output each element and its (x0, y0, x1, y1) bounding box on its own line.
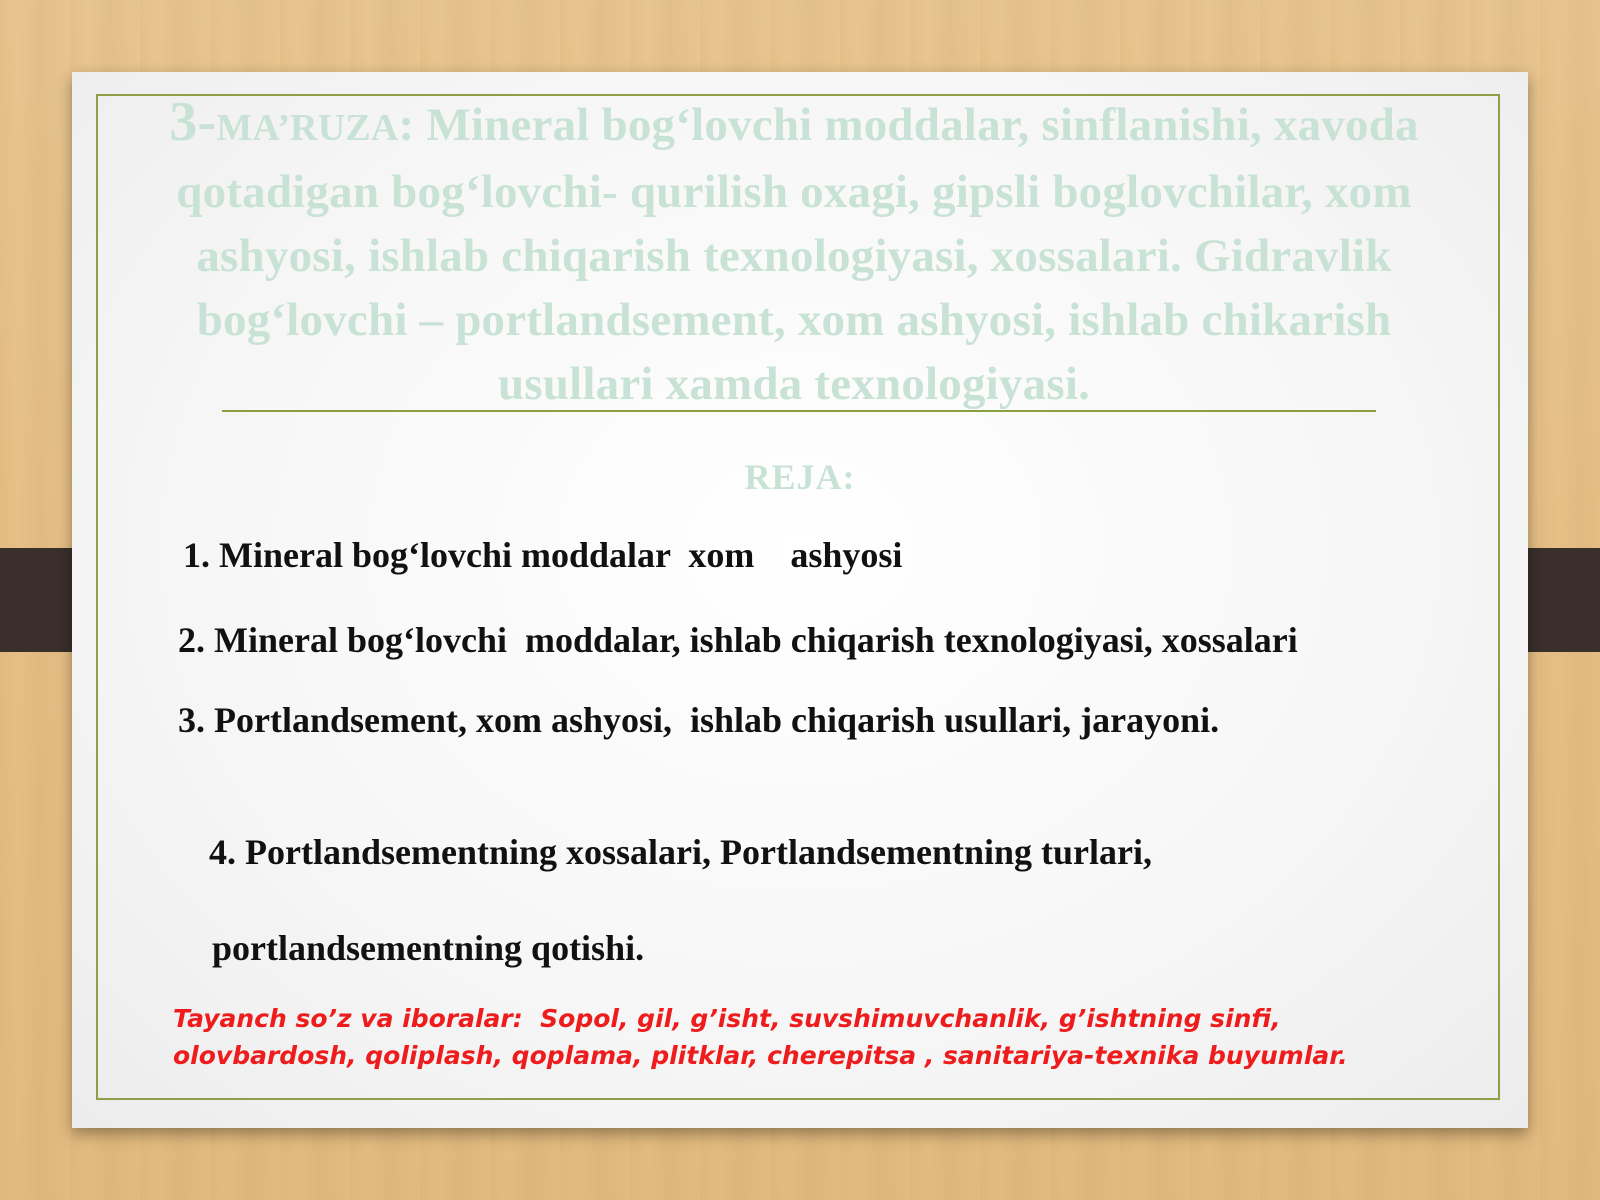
title-number: 3- (169, 91, 217, 153)
plan-heading: REJA: (744, 457, 856, 497)
slide-card (72, 72, 1528, 1128)
plan-item-3: 3. Portlandsement, xom ashyosi, ishlab chiqarish usullari, jarayoni. (178, 700, 1220, 740)
keywords-line-1: Tayanch so’z va iboralar: Sopol, gil, g’isht, suvshimuvchanlik, g’ishtning sinfi, (173, 1004, 1281, 1033)
title-label: MA’RUZA (216, 107, 399, 149)
title-underline (222, 410, 1376, 412)
slide-title (134, 90, 1454, 416)
plan-item-1: 1. Mineral bog‘lovchi moddalar xom ashyosi (183, 535, 903, 575)
plan-item-4-line2: portlandsementning qotishi. (212, 928, 645, 968)
keywords-line-2: olovbardosh, qoliplash, qoplama, plitklar, cherepitsa , sanitariya-texnika buyumlar. (173, 1041, 1348, 1070)
title-text: : Mineral bog‘lovchi moddalar, sinflanishi, xavoda qotadigan bog‘lovchi- qurilish oxagi, gipsli boglovchilar, xom ashyosi, ishlab chiqarish texnologiyasi, xossalari. Gidravlik bog‘lovchi – portlandsement, xom ashyosi, ishlab chikarish usullari xamda texnologiyasi. (176, 99, 1419, 410)
plan-item-2: 2. Mineral bog‘lovchi moddalar, ishlab chiqarish texnologiyasi, xossalari (178, 620, 1298, 660)
keywords-block (173, 1000, 1473, 1074)
plan-item-4-line1: 4. Portlandsementning xossalari, Portlandsementning turlari, (209, 832, 1152, 872)
